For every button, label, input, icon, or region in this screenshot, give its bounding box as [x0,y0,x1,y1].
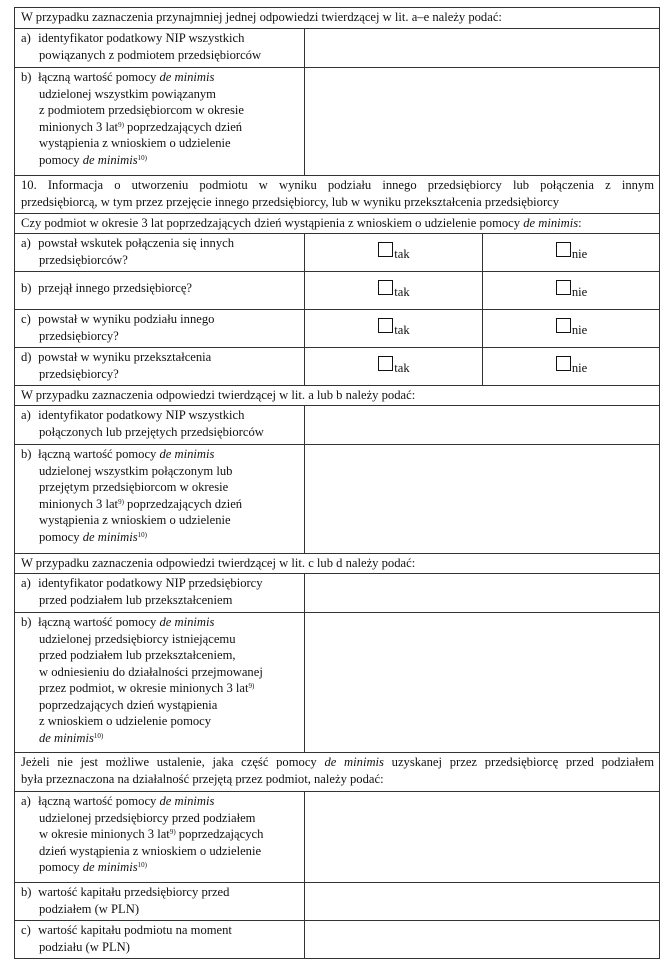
item-marker: b) [21,885,32,899]
form-row [15,883,660,921]
yes-label: tak [394,247,410,262]
question-text-italic: de minimis [523,216,579,230]
label-text: przedsiębiorców? [39,252,128,267]
label-text-italic: de minimis [82,152,138,167]
de-minimis-form-table [14,7,660,959]
label-text: identyfikator podatkowy NIP przedsiębiorcy [38,576,263,590]
label-text: łączną wartość pomocy [38,447,160,461]
yes-checkbox[interactable] [378,242,393,257]
value-input-cell[interactable] [305,68,660,176]
label-text: powstał wskutek połączenia się innych [38,236,235,250]
no-option[interactable] [483,348,660,386]
no-label: nie [571,285,588,300]
label-text: łączną wartość pomocy [38,70,160,84]
footnote-ref: 9) [169,828,176,836]
form-row [15,68,660,176]
nip-input-cell[interactable] [305,29,660,68]
footnote-ref: 9) [118,497,124,506]
no-checkbox[interactable] [556,280,571,295]
label-text: powstał w wyniku podziału innego [38,312,215,326]
label-text: połączonych lub przejętych przedsiębiorców [39,424,264,439]
yes-option[interactable] [305,310,483,348]
header-text: była przeznaczona na działalność przejętą przez podmiot, należy podać: [21,771,384,786]
label-text: wartość kapitału podmiotu na moment [38,923,232,937]
footnote-ref: 10) [93,731,104,740]
label-text: wystąpienia z wnioskiem o udzielenie [39,136,231,150]
label-text: podziałem (w PLN) [39,901,140,916]
label-text: łączną wartość pomocy [38,794,160,808]
footnote-ref: 9) [118,120,124,129]
question-text [15,214,660,234]
no-option[interactable] [483,272,660,310]
label-text: z podmiotem przedsiębiorcom w okresie [39,103,244,117]
question-text-part: Czy podmiot w okresie 3 lat poprzedzających dzień wystąpienia z wnioskiem o udzielenie pomocy [21,216,524,230]
field-label [15,445,305,554]
yes-no-row [15,272,660,310]
form-row [15,406,660,445]
label-text: identyfikator podatkowy NIP wszystkich [38,408,245,422]
item-marker: a) [21,576,31,590]
label-text-italic: de minimis [159,794,215,808]
section-header-row [15,753,660,792]
yes-label: tak [394,361,410,376]
header-text: Jeżeli nie jest możliwe ustalenie, jaka część pomocy [21,755,325,769]
footnote-ref: 10) [137,530,147,539]
field-label [15,613,305,753]
item-marker: b) [21,281,32,295]
field-label [15,792,305,883]
label-text: łączną wartość pomocy [38,615,160,629]
label-text: przejętym przedsiębiorcom w okresie [39,480,229,494]
label-text: identyfikator podatkowy NIP wszystkich [38,31,245,45]
label-text-italic: de minimis [82,529,138,544]
section-header-row [15,8,660,29]
value-input-cell[interactable] [305,445,660,554]
item-marker: d) [21,350,32,364]
item-marker: c) [21,923,31,937]
nip-input-cell[interactable] [305,574,660,613]
label-text: przejął innego przedsiębiorcę? [38,281,192,295]
label-text: w okresie minionych 3 lat [39,827,170,841]
label-text: przedsiębiorcy? [39,366,119,381]
form-row [15,921,660,959]
label-text: przedsiębiorcy? [39,328,119,343]
label-text: podziału (w PLN) [39,939,130,954]
field-label [15,68,305,176]
field-label [15,29,305,68]
label-text: poprzedzających [175,827,264,841]
yes-label: tak [394,285,410,300]
label-text: wartość kapitału przedsiębiorcy przed [38,885,230,899]
form-row [15,613,660,753]
yes-option[interactable] [305,272,483,310]
label-text: wystąpienia z wnioskiem o udzielenie [39,513,231,527]
section-header: W przypadku zaznaczenia przynajmniej jednej odpowiedzi twierdzącej w lit. a–e należy podać: [15,8,660,29]
value-input-cell[interactable] [305,921,660,959]
label-text: pomocy [39,860,83,874]
label-text: minionych 3 lat [39,496,119,511]
yes-no-row [15,310,660,348]
item-marker: a) [21,408,31,422]
label-text: udzielonej przedsiębiorcy przed podziałem [39,810,256,825]
yes-checkbox[interactable] [378,280,393,295]
section-header: W przypadku zaznaczenia odpowiedzi twierdzącej w lit. c lub d należy podać: [15,554,660,574]
yes-checkbox[interactable] [378,318,393,333]
section-header [15,753,660,792]
label-text-italic: de minimis [159,615,215,629]
yes-checkbox[interactable] [378,356,393,371]
no-option[interactable] [483,310,660,348]
no-checkbox[interactable] [556,356,571,371]
section-title-row [15,176,660,214]
field-label [15,406,305,445]
item-marker: a) [21,236,31,250]
label-text: przed podziałem lub przekształceniem [39,592,233,607]
label-text: poprzedzających dzień [123,496,243,511]
no-checkbox[interactable] [556,318,571,333]
item-marker: b) [21,70,32,84]
question-text-part: : [578,216,582,230]
label-text: dzień wystąpienia z wnioskiem o udzielenie [39,843,262,858]
footnote-ref: 10) [137,861,147,869]
yes-option[interactable] [305,348,483,386]
no-label: nie [571,361,588,376]
label-text: pomocy [39,152,83,167]
item-marker: c) [21,312,31,326]
label-text: udzielonej wszystkim powiązanym [39,86,216,101]
question-item [15,234,305,272]
item-marker: b) [21,447,32,461]
form-row [15,574,660,613]
no-checkbox[interactable] [556,242,571,257]
label-text: pomocy [39,529,83,544]
section-header: W przypadku zaznaczenia odpowiedzi twierdzącej w lit. a lub b należy podać: [15,386,660,406]
field-label [15,574,305,613]
section-title-line: 10. Informacja o utworzeniu podmiotu w wyniku podziału innego przedsiębiorcy lub połączenia z innym [21,178,655,192]
label-text: udzielonej wszystkim połączonym lub [39,463,233,478]
field-label [15,883,305,921]
question-item [15,310,305,348]
field-label [15,921,305,959]
yes-no-row [15,234,660,272]
footnote-ref: 9) [248,682,255,690]
label-text: udzielonej przedsiębiorcy istniejącemu [39,631,236,646]
label-text: w odniesieniu do działalności przejmowanej [39,664,263,679]
yes-option[interactable] [305,234,483,272]
label-text: przed podziałem lub przekształceniem, [39,648,236,662]
label-text: poprzedzających dzień [123,119,243,134]
value-input-cell[interactable] [305,792,660,883]
no-label: nie [571,247,588,262]
nip-input-cell[interactable] [305,406,660,445]
item-marker: a) [21,31,31,45]
form-row [15,792,660,883]
label-text-italic: de minimis [39,730,94,745]
section-header-row [15,386,660,406]
section-header-row [15,554,660,574]
no-option[interactable] [483,234,660,272]
header-text: uzyskanej przez przedsiębiorcę przed podziałem [383,755,655,769]
label-text: przez podmiot, w okresie minionych 3 lat [39,681,249,695]
label-text-italic: de minimis [159,447,215,461]
form-row [15,445,660,554]
label-text: minionych 3 lat [39,119,119,134]
header-text-italic: de minimis [324,755,384,769]
footnote-ref: 10) [137,153,147,162]
value-input-cell[interactable] [305,883,660,921]
item-marker: b) [21,615,32,629]
question-item [15,348,305,386]
question-row [15,214,660,234]
section-title [15,176,660,214]
label-text: powiązanych z podmiotem przedsiębiorców [39,47,262,62]
section-title-line: przedsiębiorcą, w tym przez przejęcie innego przedsiębiorcy, lub w wyniku przekształcenia przedsiębiorcy [21,194,560,209]
label-text: z wnioskiem o udzielenie pomocy [39,714,212,728]
value-input-cell[interactable] [305,613,660,753]
label-text: powstał w wyniku przekształcenia [38,350,212,364]
label-text: poprzedzających dzień wystąpienia [39,697,218,712]
item-marker: a) [21,794,31,808]
label-text-italic: de minimis [159,70,215,84]
label-text-italic: de minimis [82,860,138,874]
question-item [15,272,305,310]
form-row [15,29,660,68]
yes-label: tak [394,323,410,338]
yes-no-row [15,348,660,386]
no-label: nie [571,323,588,338]
